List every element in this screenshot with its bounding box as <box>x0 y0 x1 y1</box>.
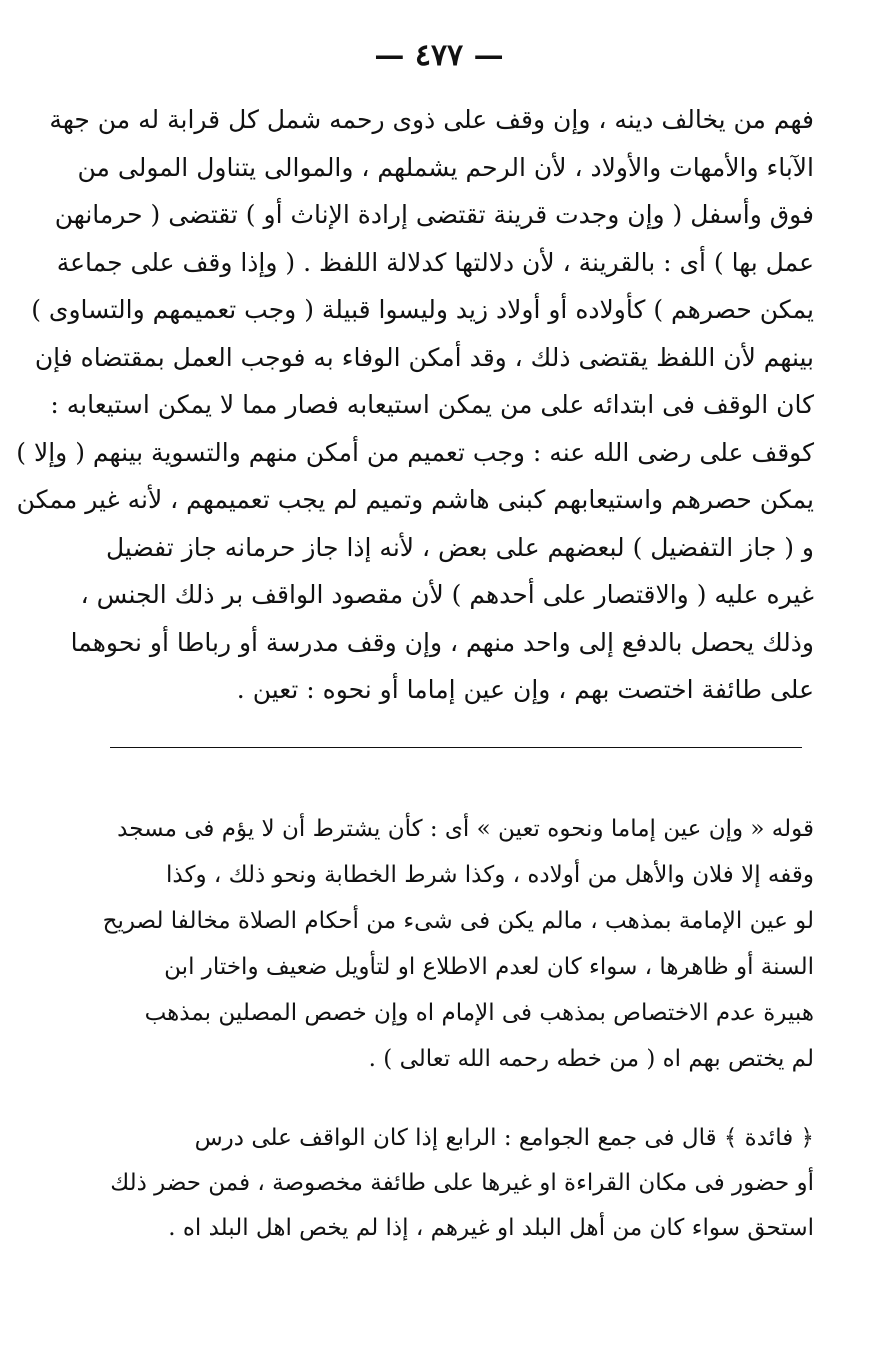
main-text-line: فهم من يخالف دينه ، وإن وقف على ذوى رحمه شمل كل قرابة له من جهة <box>49 105 814 134</box>
main-text-line: الآباء والأمهات والأولاد ، لأن الرحم يشملهم ، والموالى يتناول المولى من <box>77 152 814 182</box>
main-text-line: وذلك يحصل بالدفع إلى واحد منهم ، وإن وقف مدرسة أو رباطا أو نحوهما <box>70 627 814 657</box>
main-text-line: عمل بها ) أى : بالقرينة ، لأن دلالتها كدلالة اللفظ . ( وإذا وقف على جماعة <box>56 247 814 277</box>
footnote-line: وقفه إلا فلان والأهل من أولاده ، وكذا شرط الخطابة ونحو ذلك ، وكذا <box>166 862 814 888</box>
footnote-line: السنة أو ظاهرها ، سواء كان لعدم الاطلاع او لتأويل ضعيف واختار ابن <box>164 954 814 980</box>
footnote-line: لو عين الإمامة بمذهب ، مالم يكن فى شىء من أحكام الصلاة مخالفا لصريح <box>102 908 814 934</box>
main-text-line: يمكن حصرهم واستيعابهم كبنى هاشم وتميم لم يجب تعميمهم ، لأنه غير ممكن <box>16 485 814 514</box>
main-text <box>16 96 814 714</box>
note-line: ﴿ فائدة ﴾ قال فى جمع الجوامع : الرابع إذا كان الواقف على درس <box>194 1125 814 1151</box>
main-text-line: كوقف على رضى الله عنه : وجب تعميم من أمكن منهم والتسوية بينهم ( وإلا ) <box>16 437 814 467</box>
footnote-line: لم يختص بهم اه ( من خطه رحمه الله تعالى ) . <box>368 1046 814 1072</box>
main-text-line: و ( جاز التفضيل ) لبعضهم على بعض ، لأنه إذا جاز حرمانه جاز تفضيل <box>105 532 814 562</box>
main-text-line: كان الوقف فى ابتدائه على من يمكن استيعابه فصار مما لا يمكن استيعابه : <box>50 390 814 419</box>
main-text-line: يمكن حصرهم ) كأولاده أو أولاد زيد وليسوا قبيلة ( وجب تعميمهم والتساوى ) <box>31 295 814 324</box>
note-line: استحق سواء كان من أهل البلد او غيرهم ، إذا لم يخص اهل البلد اه . <box>168 1215 814 1241</box>
footnote-text <box>102 806 814 1082</box>
footnote-divider <box>110 747 802 748</box>
benefit-note <box>108 1116 814 1251</box>
note-line: أو حضور فى مكان القراءة او غيرها على طائفة مخصوصة ، فمن حضر ذلك <box>110 1170 814 1196</box>
main-text-line: بينهم لأن اللفظ يقتضى ذلك ، وقد أمكن الوفاء به فوجب العمل بمقتضاه فإن <box>34 342 814 372</box>
main-text-line: على طائفة اختصت بهم ، وإن عين إماما أو نحوه : تعين . <box>236 675 814 704</box>
footnote-line: قوله « وإن عين إماما ونحوه تعين » أى : كأن يشترط أن لا يؤم فى مسجد <box>117 816 814 842</box>
footnote-line: هبيرة عدم الاختصاص بمذهب فى الإمام اه وإن خصص المصلين بمذهب <box>144 1000 814 1026</box>
page-number: — ٤٧٧ — <box>374 38 504 73</box>
main-text-line: فوق وأسفل ( وإن وجدت قرينة تقتضى إرادة الإناث أو ) تقتضى ( حرمانهن <box>54 200 814 229</box>
main-text-line: غيره عليه ( والاقتصار على أحدهم ) لأن مقصود الواقف بر ذلك الجنس ، <box>80 580 814 609</box>
